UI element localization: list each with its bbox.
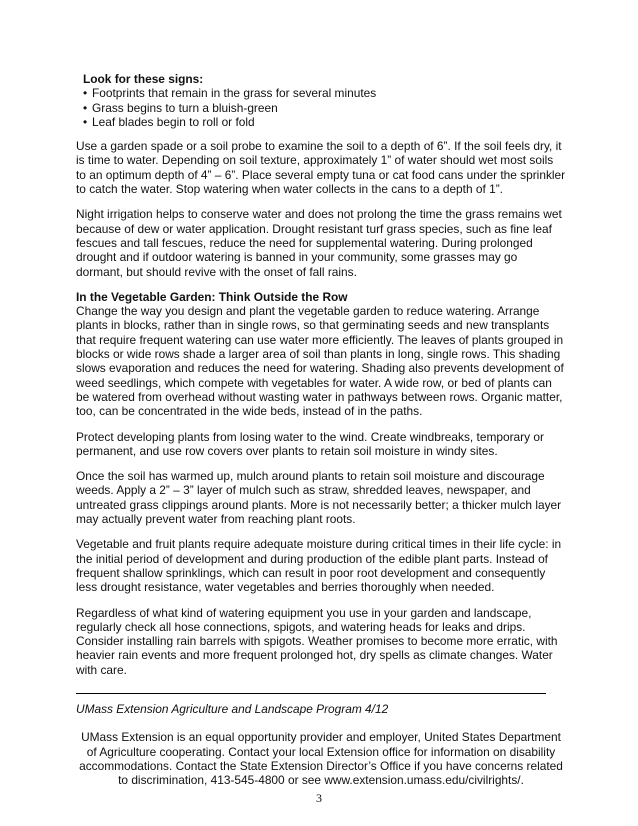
paragraph-critical-moisture: Vegetable and fruit plants require adequate moisture during critical times in their life cycle: in the initial period of development and during production of the edible plant parts. Instead of frequent shallow sprinklings, which can result in poor root development and consequently less drought resistance, water vegetables and berries thoroughly when needed. bbox=[76, 537, 562, 595]
bullet-icon: • bbox=[83, 100, 88, 115]
bullet-icon: • bbox=[83, 86, 88, 101]
paragraph-wind-protection: Protect developing plants from losing water to the wind. Create windbreaks, temporary or permanent, and use row covers over plants to retain soil moisture in windy sites. bbox=[76, 429, 544, 458]
paragraph-mulch: Once the soil has warmed up, mulch around plants to retain soil moisture and discourage weeds. Apply a 2” – 3” layer of mulch such as straw, shredded leaves, newspaper, and untreated grass clippings around plants. More is not necessarily better; a thicker mulch layer may actually prevent water from reaching plant roots. bbox=[76, 469, 562, 527]
list-item-text: Leaf blades begin to roll or fold bbox=[92, 114, 255, 129]
equal-opportunity-notice: UMass Extension is an equal opportunity provider and employer, United States Department of Agriculture cooperating. Contact your local Extension office for information on disability accommodations. Contact the State Extension Director’s Office if you have concerns related to discrimination, 413-545-4800 or see www.extension.umass.edu/civilrights/. bbox=[79, 730, 563, 788]
paragraph-soil-probe: Use a garden spade or a soil probe to examine the soil to a depth of 6”. If the soil feels dry, it is time to water. Depending on soil texture, approximately 1” of water should wet most soils to an optimum depth of 4” – 6”. Place several empty tuna or cat food cans under the sprinkler to catch the water. Stop watering when water collects in the cans to a depth of 1”. bbox=[76, 139, 566, 197]
list-item bbox=[83, 101, 566, 115]
bullet-icon: • bbox=[83, 114, 88, 129]
signs-title: Look for these signs: bbox=[83, 72, 204, 86]
list-item bbox=[83, 115, 566, 129]
section-heading-vegetable-garden: In the Vegetable Garden: Think Outside the Row bbox=[76, 289, 348, 304]
program-credit: UMass Extension Agriculture and Landscape Program 4/12 bbox=[76, 701, 389, 716]
paragraph-night-irrigation: Night irrigation helps to conserve water and does not prolong the time the grass remains wet because of dew or water application. Drought resistant turf grass species, such as fine leaf fescues and tall fescues, reduce the need for supplemental watering. During prolonged drought and if outdoor watering is banned in your community, some grasses may go dormant, but should revive with the onset of fall rains. bbox=[76, 207, 562, 279]
footer-divider bbox=[76, 693, 546, 694]
paragraph-watering-equipment: Regardless of what kind of watering equipment you use in your garden and landscape, regularly check all hose connections, spigots, and watering heads for leaks and drips. Consider installing rain barrels with spigots. Weather promises to become more erratic, with heavier rain events and more frequent prolonged hot, dry spells as climate changes. Water with care. bbox=[76, 605, 558, 677]
page-number: 3 bbox=[316, 791, 322, 805]
list-item-text: Grass begins to turn a bluish-green bbox=[92, 100, 278, 115]
signs-list bbox=[83, 72, 566, 129]
paragraph-vegetable-garden: Change the way you design and plant the vegetable garden to reduce watering. Arrange plants in blocks, rather than in single rows, so that germinating seeds and new transplants that require frequent watering can use water more efficiently. The leaves of plants grouped in blocks or wide rows shade a larger area of soil than plants in long, single rows. This shading slows evaporation and reduces the need for watering. Shading also prevents development of weed seedlings, which compete with vegetables for water. A wide row, or bed of plants can be watered from overhead without wasting water in pathways between rows. Organic matter, too, can be concentrated in the wide beds, instead of in the paths. bbox=[76, 304, 564, 419]
list-item bbox=[83, 86, 566, 100]
list-item-text: Footprints that remain in the grass for several minutes bbox=[92, 86, 377, 101]
document-page bbox=[76, 72, 566, 787]
